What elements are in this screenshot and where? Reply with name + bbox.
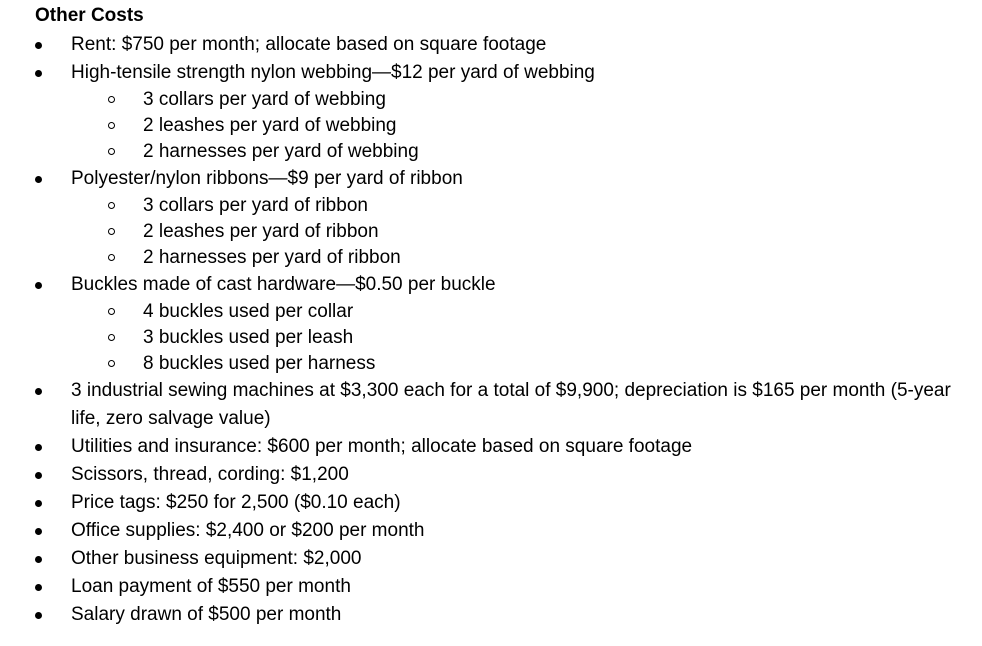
circle-bullet-icon [108, 96, 115, 103]
list-item [0, 489, 982, 517]
cost-list [0, 31, 982, 629]
bullet-icon [35, 388, 42, 395]
sub-item-text: 2 harnesses per yard of webbing [143, 141, 419, 162]
item-text: Salary drawn of $500 per month [71, 604, 342, 625]
sub-list-item [143, 324, 974, 351]
bullet-icon [35, 500, 42, 507]
circle-bullet-icon [108, 148, 115, 155]
list-item [0, 59, 982, 165]
item-text: Utilities and insurance: $600 per month; allocate based on square footage [71, 436, 693, 457]
bullet-icon [35, 556, 42, 563]
bullet-icon [35, 176, 42, 183]
item-text: 3 industrial sewing machines at $3,300 each for a total of $9,900; depreciation is $165 per month (5-year life, zero salvage value) [71, 380, 951, 429]
list-item [0, 573, 982, 601]
circle-bullet-icon [108, 334, 115, 341]
list-item [0, 601, 982, 629]
bullet-icon [35, 282, 42, 289]
circle-bullet-icon [108, 308, 115, 315]
item-text: Buckles made of cast hardware—$0.50 per buckle [71, 274, 496, 295]
list-item [0, 271, 982, 377]
sub-list-item [143, 138, 974, 165]
sub-list-item [143, 86, 974, 113]
sub-item-text: 3 collars per yard of webbing [143, 89, 386, 110]
sub-list-item [143, 112, 974, 139]
circle-bullet-icon [108, 122, 115, 129]
bullet-icon [35, 42, 42, 49]
sub-list-item [143, 218, 974, 245]
item-text: High-tensile strength nylon webbing—$12 per yard of webbing [71, 62, 595, 83]
sub-list [71, 192, 974, 271]
bullet-icon [35, 444, 42, 451]
item-text: Polyester/nylon ribbons—$9 per yard of ribbon [71, 168, 463, 189]
sub-list [71, 298, 974, 377]
section-heading: Other Costs [35, 5, 144, 26]
sub-item-text: 2 harnesses per yard of ribbon [143, 247, 401, 268]
item-text: Loan payment of $550 per month [71, 576, 351, 597]
sub-item-text: 4 buckles used per collar [143, 301, 354, 322]
sub-item-text: 2 leashes per yard of webbing [143, 115, 397, 136]
sub-item-text: 8 buckles used per harness [143, 353, 376, 374]
sub-list-item [143, 192, 974, 219]
item-text: Scissors, thread, cording: $1,200 [71, 464, 349, 485]
bullet-icon [35, 584, 42, 591]
sub-list [71, 86, 974, 165]
circle-bullet-icon [108, 202, 115, 209]
sub-item-text: 2 leashes per yard of ribbon [143, 221, 379, 242]
item-text: Office supplies: $2,400 or $200 per month [71, 520, 425, 541]
list-item [0, 517, 982, 545]
bullet-icon [35, 70, 42, 77]
list-item [0, 377, 982, 433]
list-item [0, 461, 982, 489]
bullet-icon [35, 612, 42, 619]
sub-item-text: 3 buckles used per leash [143, 327, 354, 348]
circle-bullet-icon [108, 254, 115, 261]
circle-bullet-icon [108, 228, 115, 235]
item-text: Price tags: $250 for 2,500 ($0.10 each) [71, 492, 401, 513]
list-item [0, 433, 982, 461]
list-item [0, 545, 982, 573]
bullet-icon [35, 528, 42, 535]
circle-bullet-icon [108, 360, 115, 367]
sub-list-item [143, 298, 974, 325]
list-item [0, 31, 982, 59]
sub-item-text: 3 collars per yard of ribbon [143, 195, 368, 216]
bullet-icon [35, 472, 42, 479]
sub-list-item [143, 350, 974, 377]
item-text: Other business equipment: $2,000 [71, 548, 362, 569]
sub-list-item [143, 244, 974, 271]
list-item [0, 165, 982, 271]
item-text: Rent: $750 per month; allocate based on square footage [71, 34, 547, 55]
